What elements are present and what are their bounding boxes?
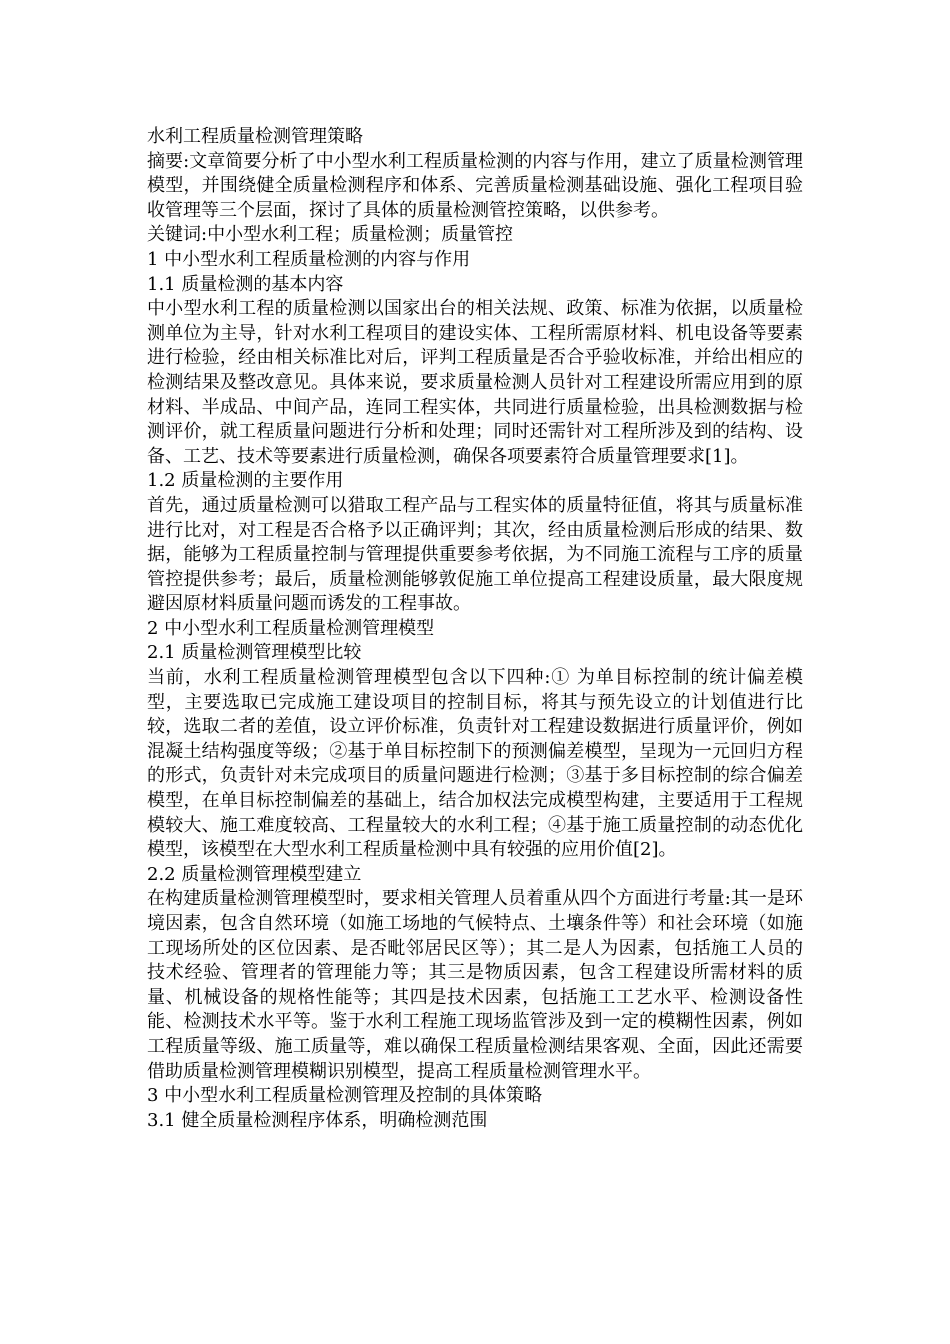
abstract-paragraph: 摘要:文章简要分析了中小型水利工程质量检测的内容与作用，建立了质量检测管理模型，并围绕健全质量检测程序和体系、完善质量检测基础设施、强化工程项目验收管理等三个层面，探讨了具体的质量检测管控策略，以供参考。 bbox=[147, 150, 803, 221]
subsection-heading-1-1: 1.1 质量检测的基本内容 bbox=[147, 273, 344, 295]
section-heading-3: 3 中小型水利工程质量检测管理及控制的具体策略 bbox=[147, 1085, 543, 1107]
body-paragraph-1-2: 首先，通过质量检测可以猎取工程产品与工程实体的质量特征值，将其与质量标准进行比对，对工程是否合格予以正确评判；其次，经由质量检测后形成的结果、数据，能够为工程质量控制与管理提供重要参考依据，为不同施工流程与工序的质量管控提供参考；最后，质量检测能够敦促施工单位提高工程建设质量，最大限度规避因原材料质量问题而诱发的工程事故。 bbox=[147, 494, 803, 615]
section-heading-2: 2 中小型水利工程质量检测管理模型 bbox=[147, 617, 435, 639]
body-paragraph-2-2: 在构建质量检测管理模型时，要求相关管理人员着重从四个方面进行考量:其一是环境因素，包含自然环境（如施工场地的气候特点、土壤条件等）和社会环境（如施工现场所处的区位因素、是否毗邻居民区等）；其二是人为因素，包括施工人员的技术经验、管理者的管理能力等；其三是物质因素，包含工程建设所需材料的质量、机械设备的规格性能等；其四是技术因素，包括施工工艺水平、检测设备性能、检测技术水平等。鉴于水利工程施工现场监管涉及到一定的模糊性因素，例如工程质量等级、施工质量等，难以确保工程质量检测结果客观、全面，因此还需要借助质量检测管理模糊识别模型，提高工程质量检测管理水平。 bbox=[147, 888, 803, 1082]
keywords-line: 关键词:中小型水利工程；质量检测；质量管控 bbox=[147, 224, 514, 246]
subsection-heading-3-1: 3.1 健全质量检测程序体系，明确检测范围 bbox=[147, 1109, 488, 1131]
section-heading-1: 1 中小型水利工程质量检测的内容与作用 bbox=[147, 248, 471, 270]
document-page bbox=[147, 125, 803, 1133]
subsection-heading-2-1: 2.1 质量检测管理模型比较 bbox=[147, 642, 362, 664]
subsection-heading-2-2: 2.2 质量检测管理模型建立 bbox=[147, 863, 362, 885]
document-title: 水利工程质量检测管理策略 bbox=[147, 126, 363, 147]
subsection-heading-1-2: 1.2 质量检测的主要作用 bbox=[147, 470, 344, 492]
body-paragraph-1-1: 中小型水利工程的质量检测以国家出台的相关法规、政策、标准为依据，以质量检测单位为主导，针对水利工程项目的建设实体、工程所需原材料、机电设备等要素进行检验，经由相关标准比对后，评判工程质量是否合乎验收标准，并给出相应的检测结果及整改意见。具体来说，要求质量检测人员针对工程建设所需应用到的原材料、半成品、中间产品，连同工程实体，共同进行质量检验，出具检测数据与检测评价，就工程质量问题进行分析和处理；同时还需针对工程所涉及到的结构、设备、工艺、技术等要素进行质量检测，确保各项要素符合质量管理要求[1]。 bbox=[147, 298, 803, 467]
body-paragraph-2-1: 当前，水利工程质量检测管理模型包含以下四种:① 为单目标控制的统计偏差模型，主要选取已完成施工建设项目的控制目标，将其与预先设立的计划值进行比较，选取二者的差值，设立评价标准，负责针对工程建设数据进行质量评价，例如混凝土结构强度等级；②基于单目标控制下的预测偏差模型，呈现为一元回归方程的形式，负责针对未完成项目的质量问题进行检测；③基于多目标控制的综合偏差模型，在单目标控制偏差的基础上，结合加权法完成模型构建，主要适用于工程规模较大、施工难度较高、工程量较大的水利工程；④基于施工质量控制的动态优化模型，该模型在大型水利工程质量检测中具有较强的应用价值[2]。 bbox=[147, 667, 803, 861]
